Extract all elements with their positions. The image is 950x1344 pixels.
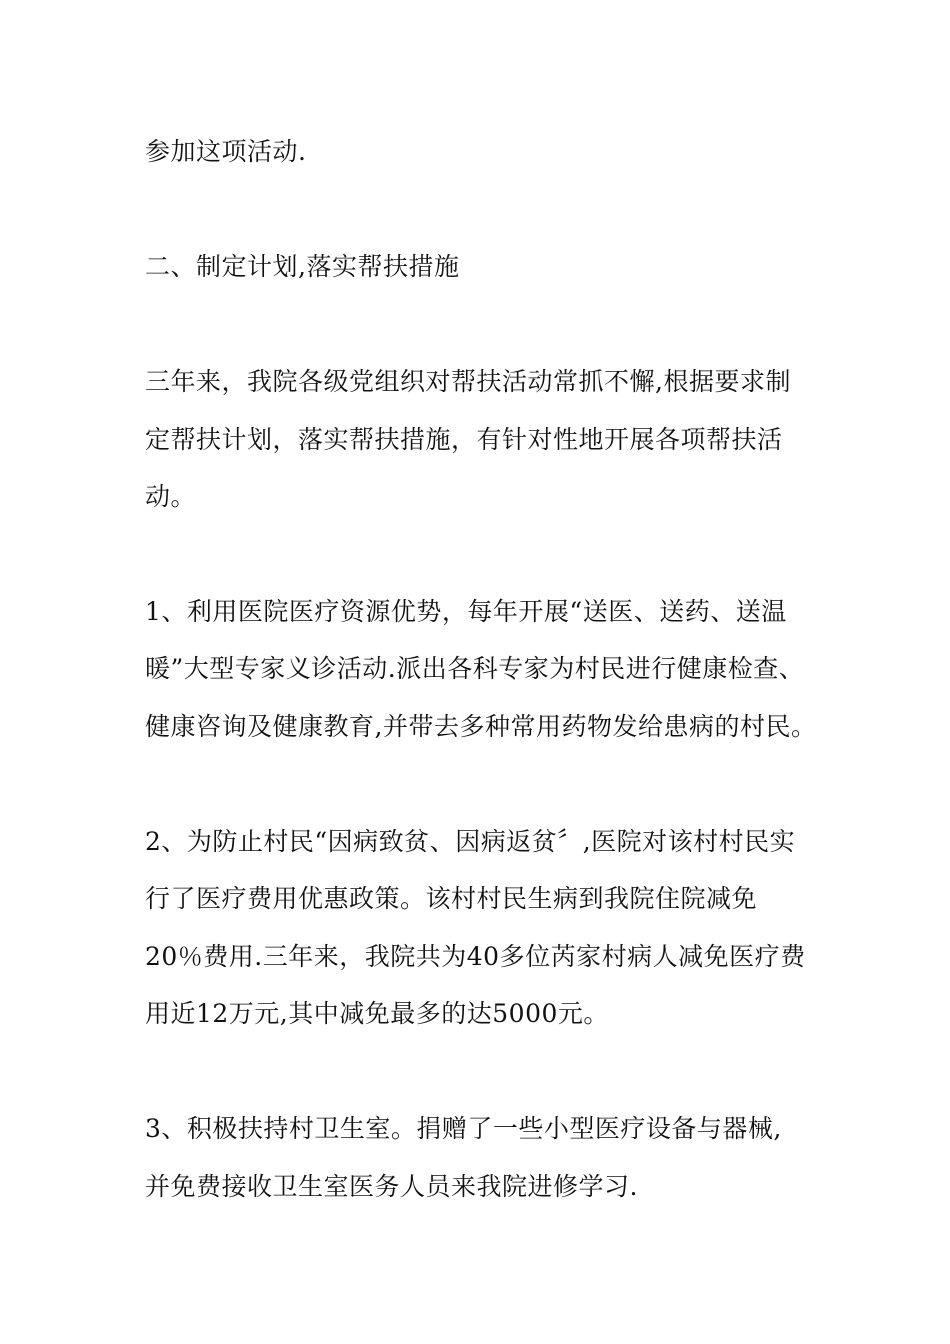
list-item-2-line: 行了医疗费用优惠政策。该村村民生病到我院住院减免 [145, 884, 758, 913]
list-item-3-line: 3、积极扶持村卫生室。捐赠了一些小型医疗设备与器械, [145, 1114, 782, 1143]
list-item-3-line: 并免费接收卫生室医务人员来我院进修学习. [145, 1172, 638, 1201]
list-item-1-line: 暖”大型专家义诊活动.派出各科专家为村民进行健康检查、 [145, 654, 805, 683]
paragraph-line: 三年来，我院各级党组织对帮扶活动常抓不懈,根据要求制 [145, 367, 791, 396]
list-item-1-line: 健康咨询及健康教育,并带去多种常用药物发给患病的村民。 [145, 712, 817, 741]
list-item-1-line: 1、利用医院医疗资源优势，每年开展“送医、送药、送温 [145, 597, 787, 626]
list-item-2-line: 用近12万元,其中减免最多的达5000元。 [145, 999, 609, 1028]
text-line-closing: 参加这项活动. [145, 137, 307, 166]
paragraph-line: 动。 [145, 482, 197, 511]
list-item-2-line: 20％费用.三年来，我院共为40多位芮家村病人减免医疗费 [145, 942, 806, 971]
list-item-2-line: 2、为防止村民“因病致贫、因病返贫〞,医院对该村村民实 [145, 827, 796, 856]
section-heading: 二、制定计划,落实帮扶措施 [145, 252, 460, 281]
paragraph-line: 定帮扶计划，落实帮扶措施，有针对性地开展各项帮扶活 [145, 425, 783, 454]
